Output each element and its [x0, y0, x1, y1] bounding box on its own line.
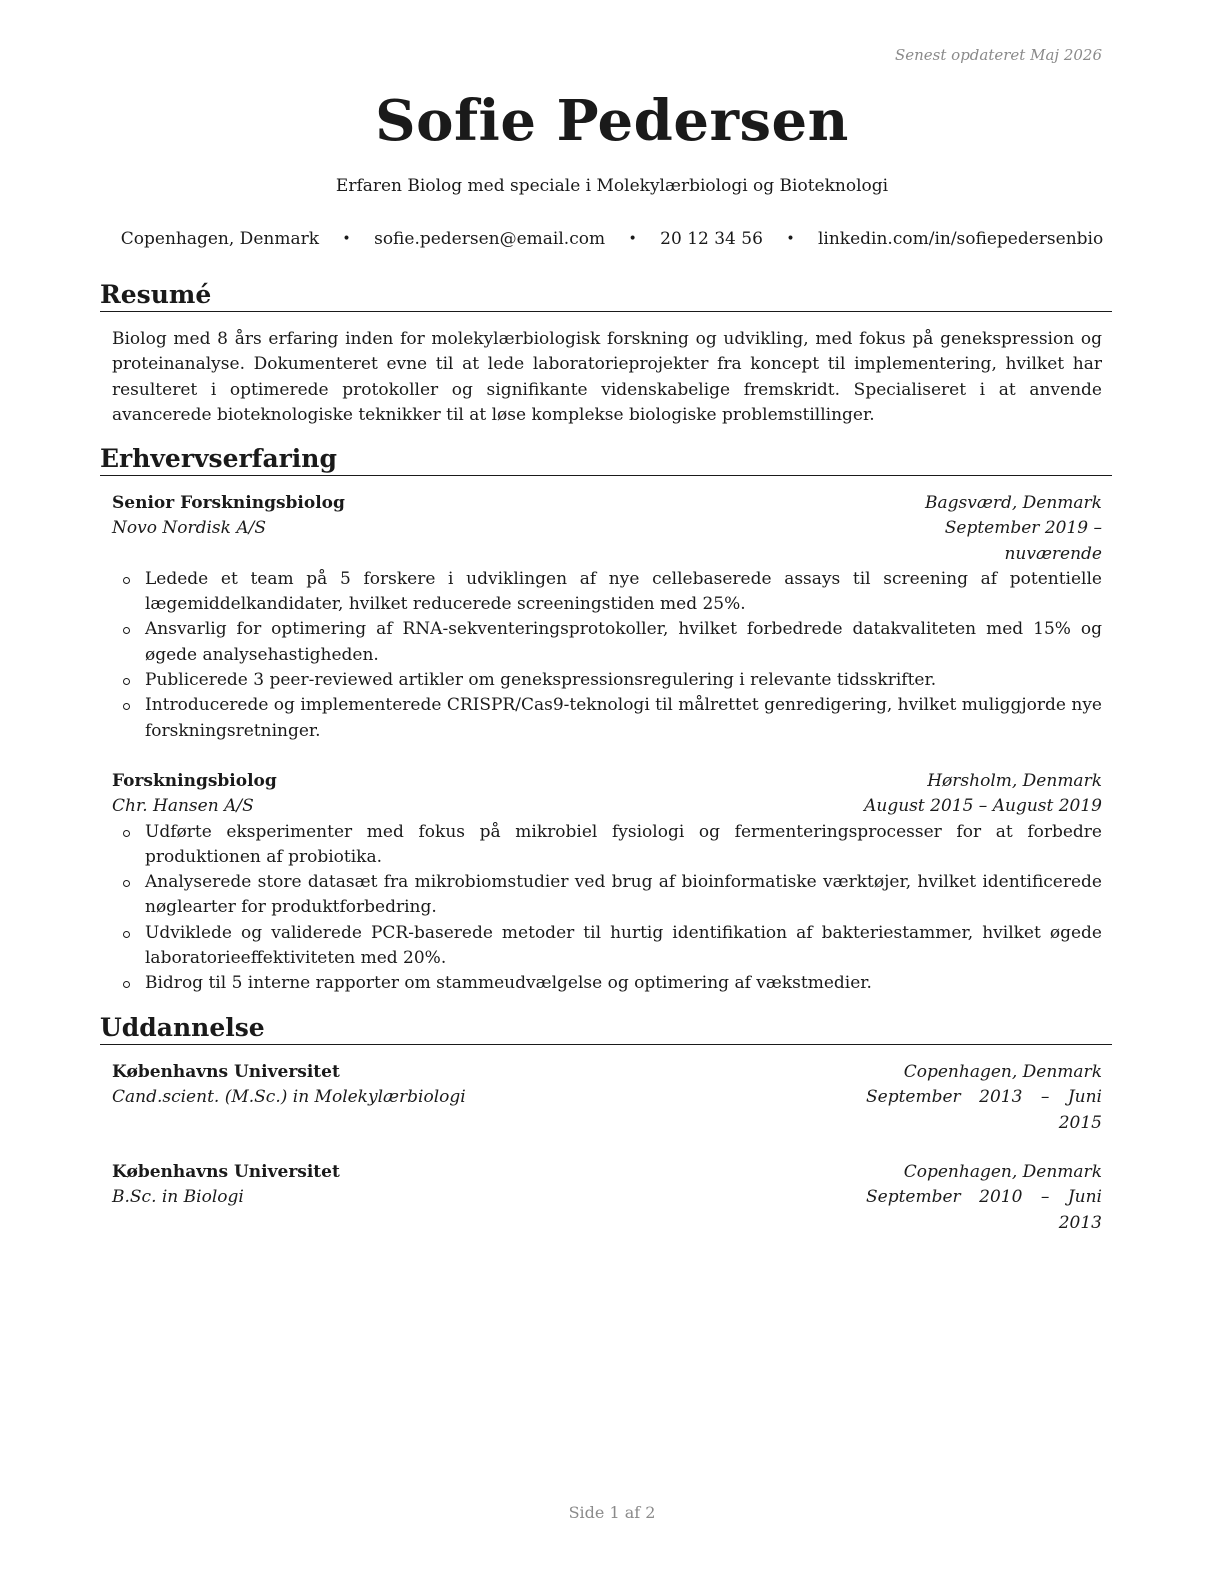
experience-entry	[112, 769, 1102, 997]
job-dates: September 2019 – nuværende	[944, 518, 1102, 564]
list-item: Introducerede og implementerede CRISPR/Cas9-teknologi til målrettet genredigering, hvilket muliggjorde nye forskningsretninger.	[112, 693, 1102, 744]
contact-phone: 20 12 34 56	[660, 229, 763, 249]
list-item: Ledede et team på 5 forskere i udviklingen af nye cellebaserede assays til screening af potentielle lægemiddelkandidater, hvilket reducerede screeningstiden med 25%.	[112, 567, 1102, 618]
headline: Erfaren Biolog med speciale i Molekylærbiologi og Bioteknologi	[335, 176, 889, 196]
summary-text: Biolog med 8 års erfaring inden for molekylærbiologisk forskning og udvikling, med fokus på genekspression og proteinanalyse. Dokumenteret evne til at lede laboratorieprojekter fra koncept til implementering, hvilket har resulteret i optimerede protokoller og signifikante videnskabelige fremskridt. Specialiseret i at anvende avancerede bioteknologiske teknikker til at løse komplekse biologiske problemstillinger.	[112, 329, 1102, 425]
contact-email[interactable]: sofie.pedersen@email.com	[374, 229, 606, 249]
company-name: Novo Nordisk A/S	[112, 518, 266, 539]
education-entry	[112, 1160, 1102, 1236]
school-name: Københavns Universitet	[112, 1162, 340, 1182]
list-item: Analyserede store datasæt fra mikrobiomstudier ved brug af bioinformatiske værktøjer, hvilket identificerede nøglearter for produktforbedring.	[112, 870, 1102, 921]
bullet-separator: •	[628, 231, 637, 247]
list-item: Udviklede og validerede PCR-baserede metoder til hurtig identifikation af bakteriestammer, hvilket øgede laboratorieeffektiviteten med 20%.	[112, 921, 1102, 972]
candidate-name: Sofie Pedersen	[375, 88, 849, 154]
last-updated: Senest opdateret Maj 2026	[894, 46, 1102, 64]
list-item: Ansvarlig for optimering af RNA-sekventeringsprotokoller, hvilket forbedrede datakvaliteten med 15% og øgede analysehastigheden.	[112, 617, 1102, 668]
job-bullets	[112, 820, 1102, 997]
job-dates: August 2015 – August 2019	[864, 796, 1102, 817]
education-dates: September 2010 – Juni 2013	[866, 1187, 1102, 1233]
list-item: Bidrog til 5 interne rapporter om stammeudvælgelse og optimering af vækstmedier.	[112, 971, 1102, 996]
job-location: Hørsholm, Denmark	[927, 771, 1102, 791]
education-entry	[112, 1060, 1102, 1136]
school-name: Københavns Universitet	[112, 1062, 340, 1082]
section-title-summary: Resumé	[100, 280, 1112, 312]
company-name: Chr. Hansen A/S	[112, 796, 254, 817]
bullet-separator: •	[342, 231, 351, 247]
bullet-separator: •	[786, 231, 795, 247]
job-bullets	[112, 567, 1102, 744]
job-title: Senior Forskningsbiolog	[112, 493, 345, 513]
experience-entry	[112, 491, 1102, 744]
degree-name: Cand.scient. (M.Sc.) in Molekylærbiologi	[112, 1087, 466, 1108]
contact-line	[0, 229, 1224, 249]
school-location: Copenhagen, Denmark	[903, 1062, 1102, 1082]
job-location: Bagsværd, Denmark	[925, 493, 1102, 513]
degree-name: B.Sc. in Biologi	[112, 1187, 244, 1208]
page-number: Side 1 af 2	[568, 1503, 656, 1522]
list-item: Publicerede 3 peer-reviewed artikler om genekspressionsregulering i relevante tidsskrifter.	[112, 668, 1102, 693]
section-title-experience: Erhvervserfaring	[100, 444, 1112, 476]
job-title: Forskningsbiolog	[112, 771, 277, 791]
contact-linkedin[interactable]: linkedin.com/in/sofiepedersenbio	[817, 229, 1104, 249]
list-item: Udførte eksperimenter med fokus på mikrobiel fysiologi og fermenteringsprocesser for at forbedre produktionen af probiotika.	[112, 820, 1102, 871]
school-location: Copenhagen, Denmark	[903, 1162, 1102, 1182]
section-title-education: Uddannelse	[100, 1013, 1112, 1045]
education-dates: September 2013 – Juni 2015	[866, 1087, 1102, 1133]
contact-location: Copenhagen, Denmark	[120, 229, 320, 249]
